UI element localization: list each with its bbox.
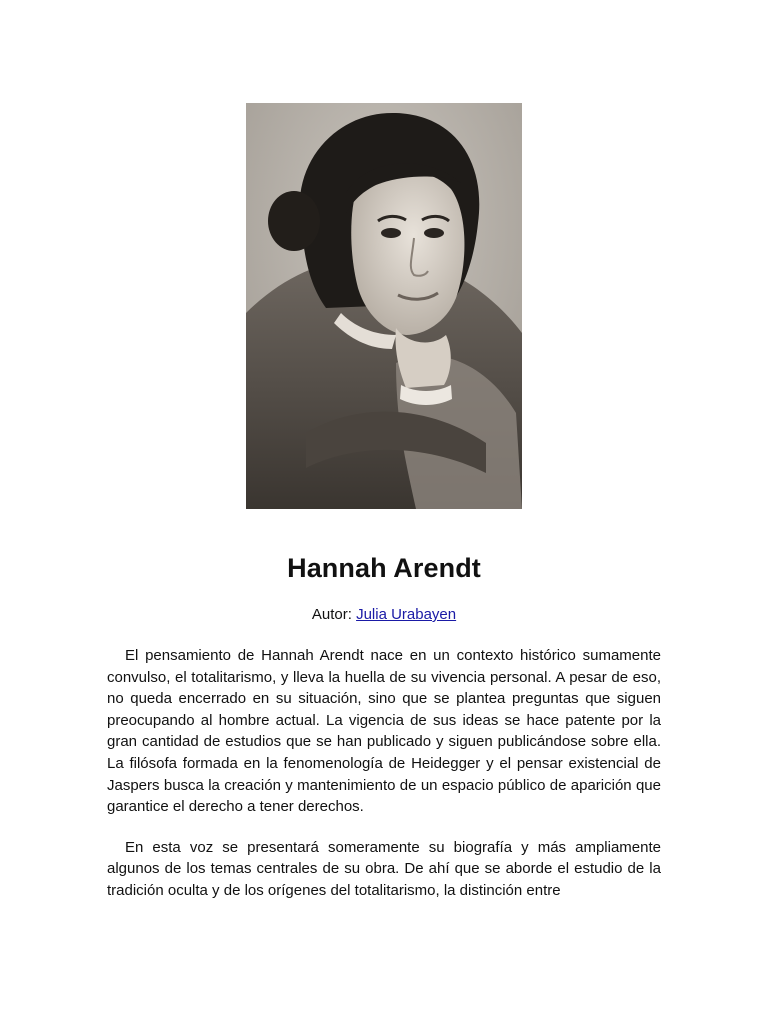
paragraph-second: En esta voz se presentará someramente su biografía y más ampliamente algunos de los temas centrales de su obra. De ahí que se aborde el estudio de la tradición oculta y de los orígenes del totalitarismo, la distinción entre — [107, 838, 661, 899]
paragraph-intro: El pensamiento de Hannah Arendt nace en un contexto histórico sumamente convulso, el totalitarismo, y lleva la huella de su vivencia personal. A pesar de eso, no queda encerrado en su situación, sino que se plantea preguntas que siguen preocupando al hombre actual. La vigencia de sus ideas se hace patente por la gran cantidad de estudios que se han publicado y siguen publicándose sobre ella. La filósofa formada en la fenomenología de Heidegger y el pensar existencial de Jaspers busca la creación y mantenimiento de un espacio público de aparición que garantice el derecho a tener derechos. — [107, 647, 661, 816]
author-label: Autor: — [311, 606, 357, 623]
document-title: Hannah Arendt — [287, 553, 481, 583]
author-line — [0, 606, 768, 623]
author-link[interactable]: Julia Urabayen — [356, 606, 457, 623]
portrait-photo — [246, 103, 522, 509]
body-text — [107, 645, 661, 921]
